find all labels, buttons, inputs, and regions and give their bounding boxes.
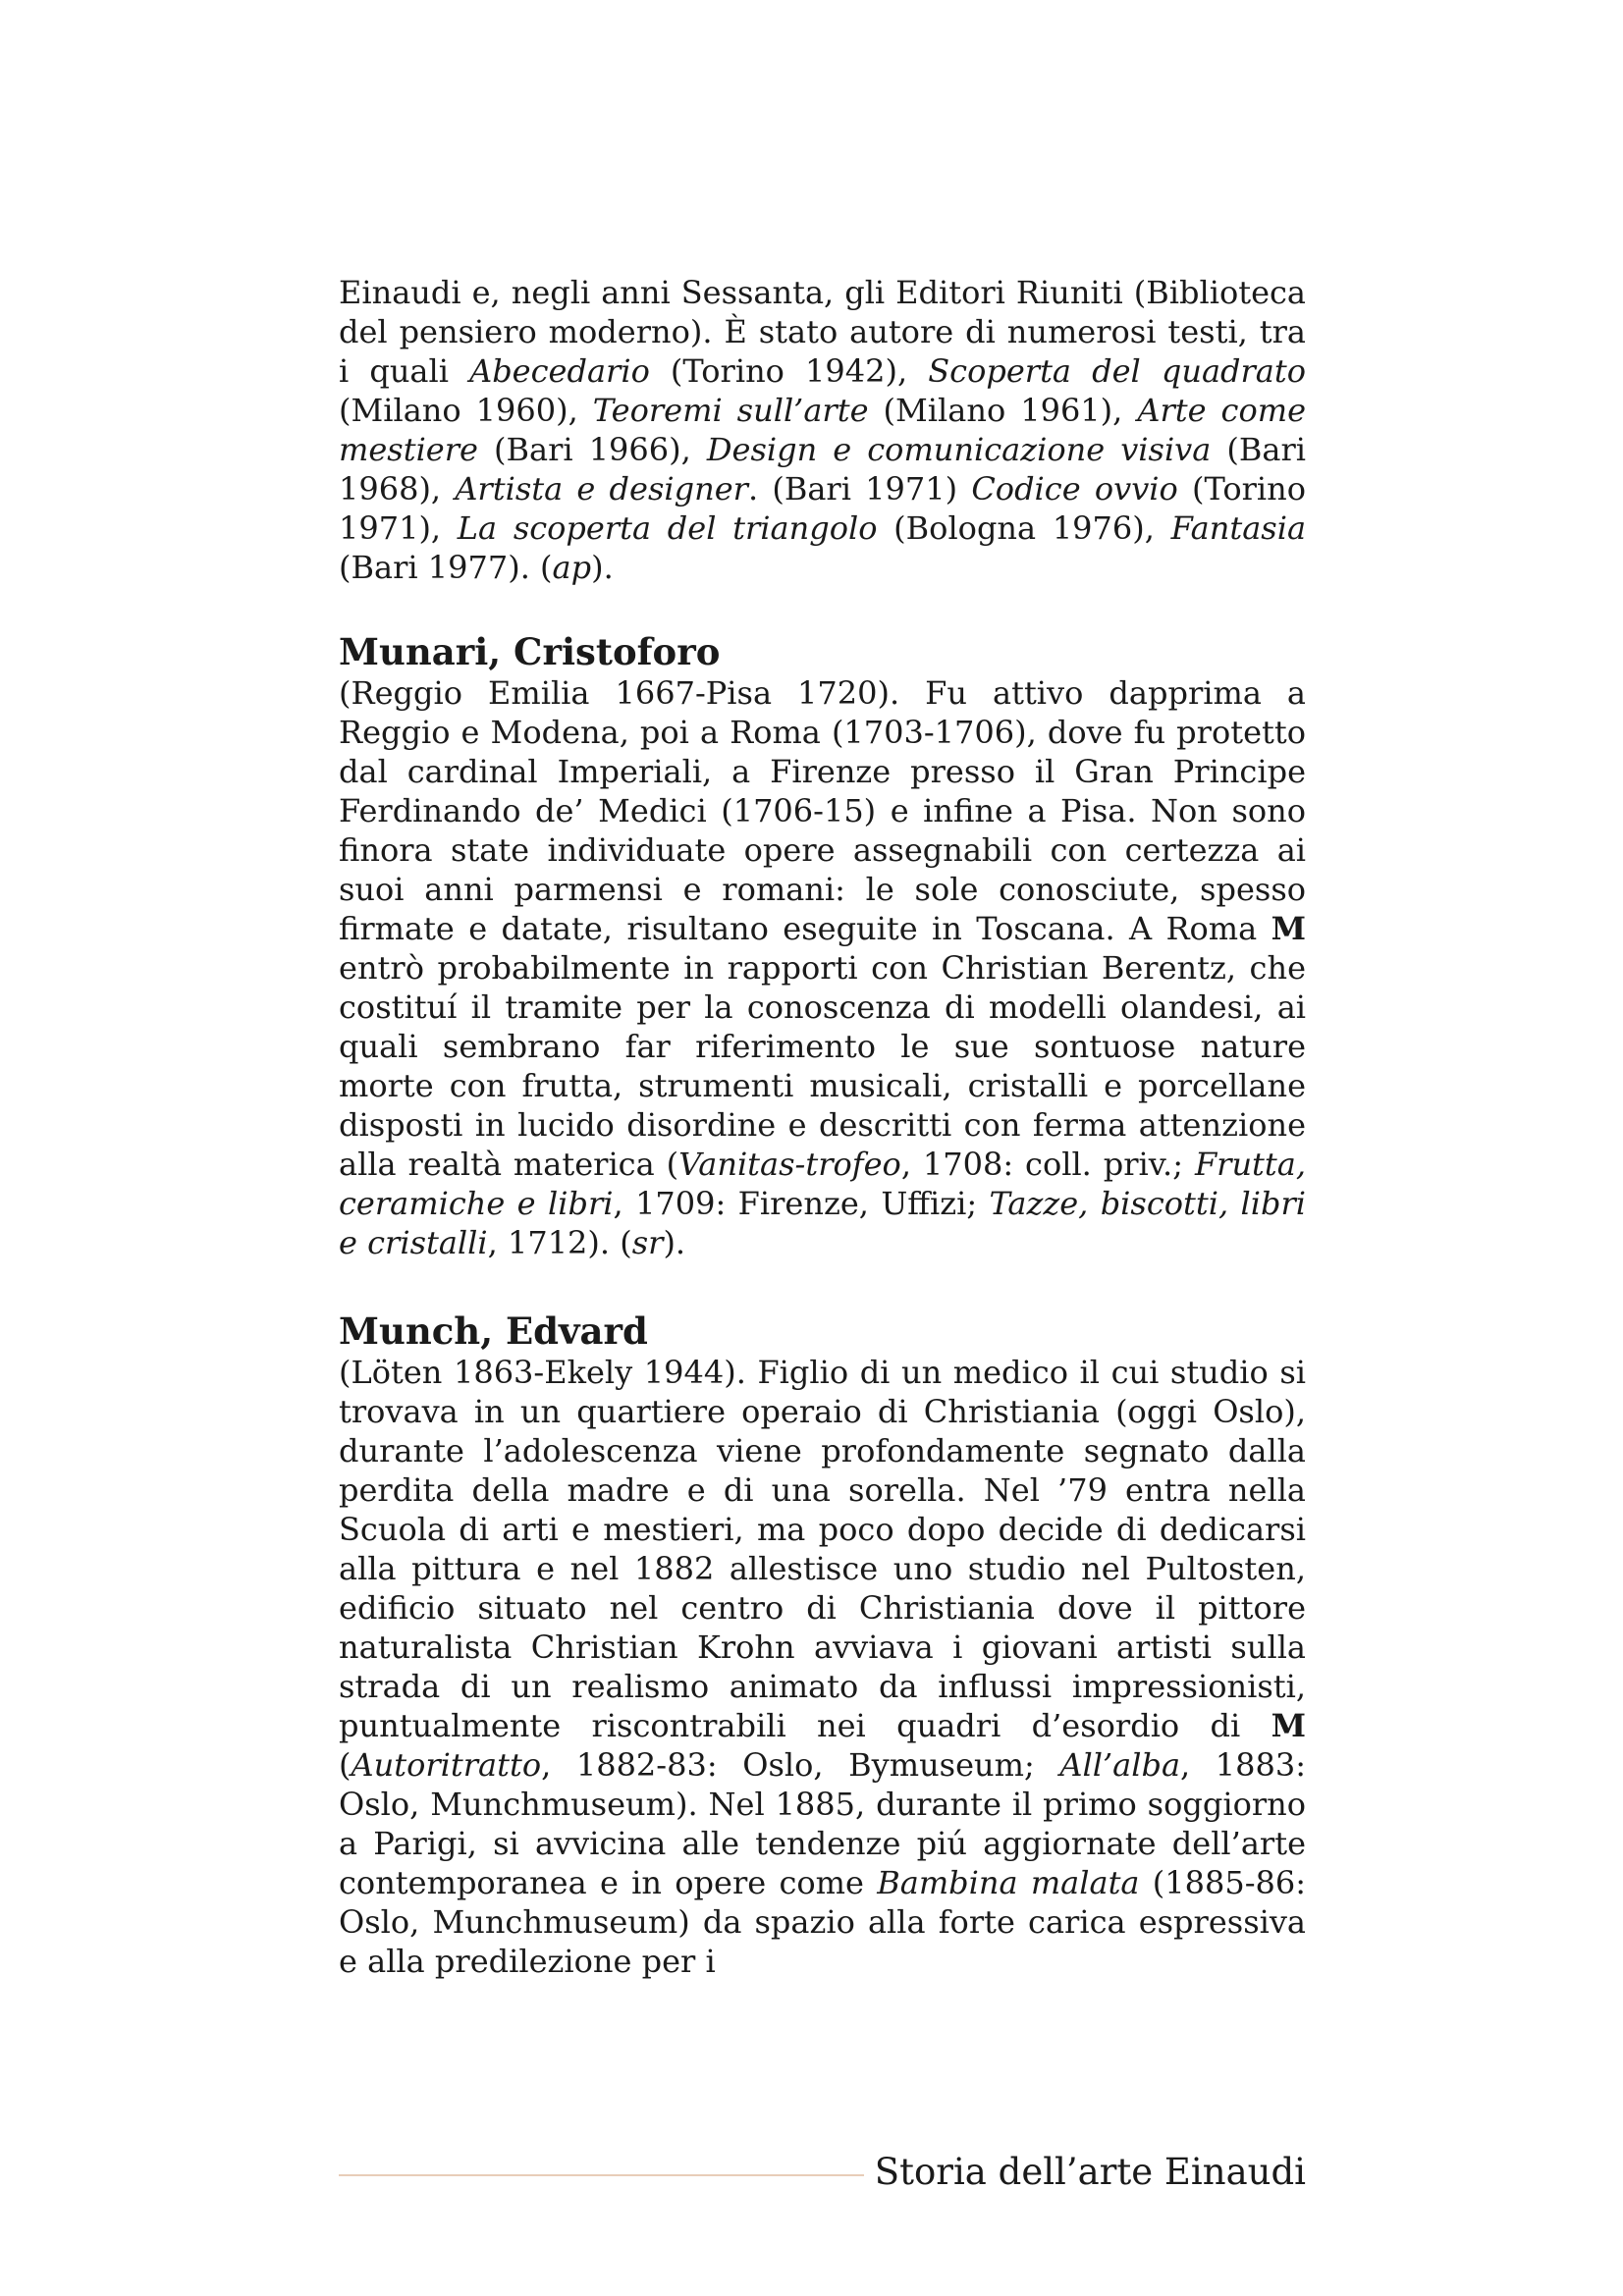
entry-title-munari: Munari, Cristoforo <box>339 630 721 673</box>
italic-run: ap <box>552 549 592 586</box>
text-run: . (Bari 1971) <box>747 470 972 507</box>
page-body <box>339 273 1306 1981</box>
italic-run: sr <box>631 1224 664 1261</box>
italic-run: Codice ovvio <box>971 470 1178 507</box>
italic-run: All’alba <box>1059 1746 1181 1784</box>
text-run: (Reggio Emilia 1667-Pisa 1720). Fu attivo dapprima a Reggio e Modena, poi a Roma (1703-1706), dove fu protetto dal cardinal Imperiali, a Firenze presso il Gran Principe Ferdinando de’ Medici (1706-15) e infine a Pisa. Non sono finora state individuate opere assegnabili con certezza ai suoi anni parmensi e romani: le sole conosciute, spesso firmate e datate, risultano eseguite in Toscana. A Roma <box>339 674 1306 947</box>
text-run: , 1883: Oslo, Munchmuseum). Nel 1885, durante il primo soggiorno a Parigi, si avvicina alle tendenze piú aggiornate dell’arte contemporanea e in opere come <box>339 1746 1307 1901</box>
text-run: , 1709: Firenze, Uffizi; <box>613 1185 990 1222</box>
text-run: , 1708: coll. priv.; <box>900 1146 1195 1183</box>
italic-run: Frutta, ceramiche e libri <box>339 1146 1307 1222</box>
text-run: ( <box>339 1746 352 1784</box>
text-run: , 1712). ( <box>487 1224 632 1261</box>
italic-run: Scoperta del quadrato <box>928 352 1307 390</box>
italic-run: Bambina malata <box>877 1864 1140 1901</box>
bold-run: M <box>1271 910 1306 947</box>
text-run: (1885-86: Oslo, Munchmuseum) da spazio alla forte carica espressiva e alla predilezione per i <box>339 1864 1307 1980</box>
text-run: (Milano 1961), <box>868 392 1138 429</box>
text-run: ). <box>663 1224 686 1261</box>
text-run: (Torino 1942), <box>649 352 929 390</box>
text-run: entrò probabilmente in rapporti con Christian Berentz, che costituí il tramite per la conoscenza di modelli olandesi, ai quali sembrano far riferimento le sue sontuose nature morte con frutta, strumenti musicali, cristalli e porcellane disposti in lucido disordine e descritti con ferma attenzione alla realtà materica ( <box>339 949 1306 1183</box>
italic-run: Autoritratto <box>351 1746 542 1784</box>
footer-label: Storia dell’arte Einaudi <box>874 2151 1306 2193</box>
italic-run: Fantasia <box>1170 509 1307 547</box>
italic-run: Vanitas-trofeo <box>678 1146 901 1183</box>
text-run: (Löten 1863-Ekely 1944). Figlio di un medico il cui studio si trovava in un quartiere operaio di Christiania (oggi Oslo), durante l’adolescenza viene profondamente segnato dalla perdita della madre e di una sorella. Nel ’79 entra nella Scuola di arti e mestieri, ma poco dopo decide di dedicarsi alla pittura e nel 1882 allestisce uno studio nel Pultosten, edificio situato nel centro di Christiania dove il pittore naturalista Christian Krohn avviava i giovani artisti sulla strada di un realismo animato da influssi impressionisti, puntualmente riscontrabili nei quadri d’esordio di <box>339 1354 1306 1744</box>
text-run: (Milano 1960), <box>339 392 593 429</box>
text-run: (Bari 1966), <box>477 431 707 468</box>
italic-run: La scoperta del triangolo <box>457 509 878 547</box>
text-run: , 1882-83: Oslo, Bymuseum; <box>541 1746 1060 1784</box>
text-run: (Bari 1968), <box>339 431 1307 507</box>
italic-run: Design e comunicazione visiva <box>706 431 1212 468</box>
footer-rule <box>339 2174 864 2176</box>
text-run: (Bari 1977). ( <box>339 549 553 586</box>
text-run: (Torino 1971), <box>339 470 1307 547</box>
entry-text-munch <box>339 1353 1306 1981</box>
italic-run: Teoremi sull’arte <box>592 392 869 429</box>
text-run: (Bologna 1976), <box>877 509 1171 547</box>
continuation-paragraph <box>339 273 1306 587</box>
italic-run: Artista e designer <box>455 470 748 507</box>
text-run: ). <box>591 549 614 586</box>
italic-run: Tazze, biscotti, libri e cristalli <box>339 1185 1307 1261</box>
italic-run: Abecedario <box>469 352 650 390</box>
bold-run: M <box>1271 1707 1306 1744</box>
italic-run: Arte come mestiere <box>339 392 1307 468</box>
entry-text-munari <box>339 673 1306 1262</box>
entry-title-munch: Munch, Edvard <box>339 1309 648 1353</box>
text-run: Einaudi e, negli anni Sessanta, gli Editori Riuniti (Biblioteca del pensiero moderno). È stato autore di numerosi testi, tra i quali <box>339 274 1306 390</box>
